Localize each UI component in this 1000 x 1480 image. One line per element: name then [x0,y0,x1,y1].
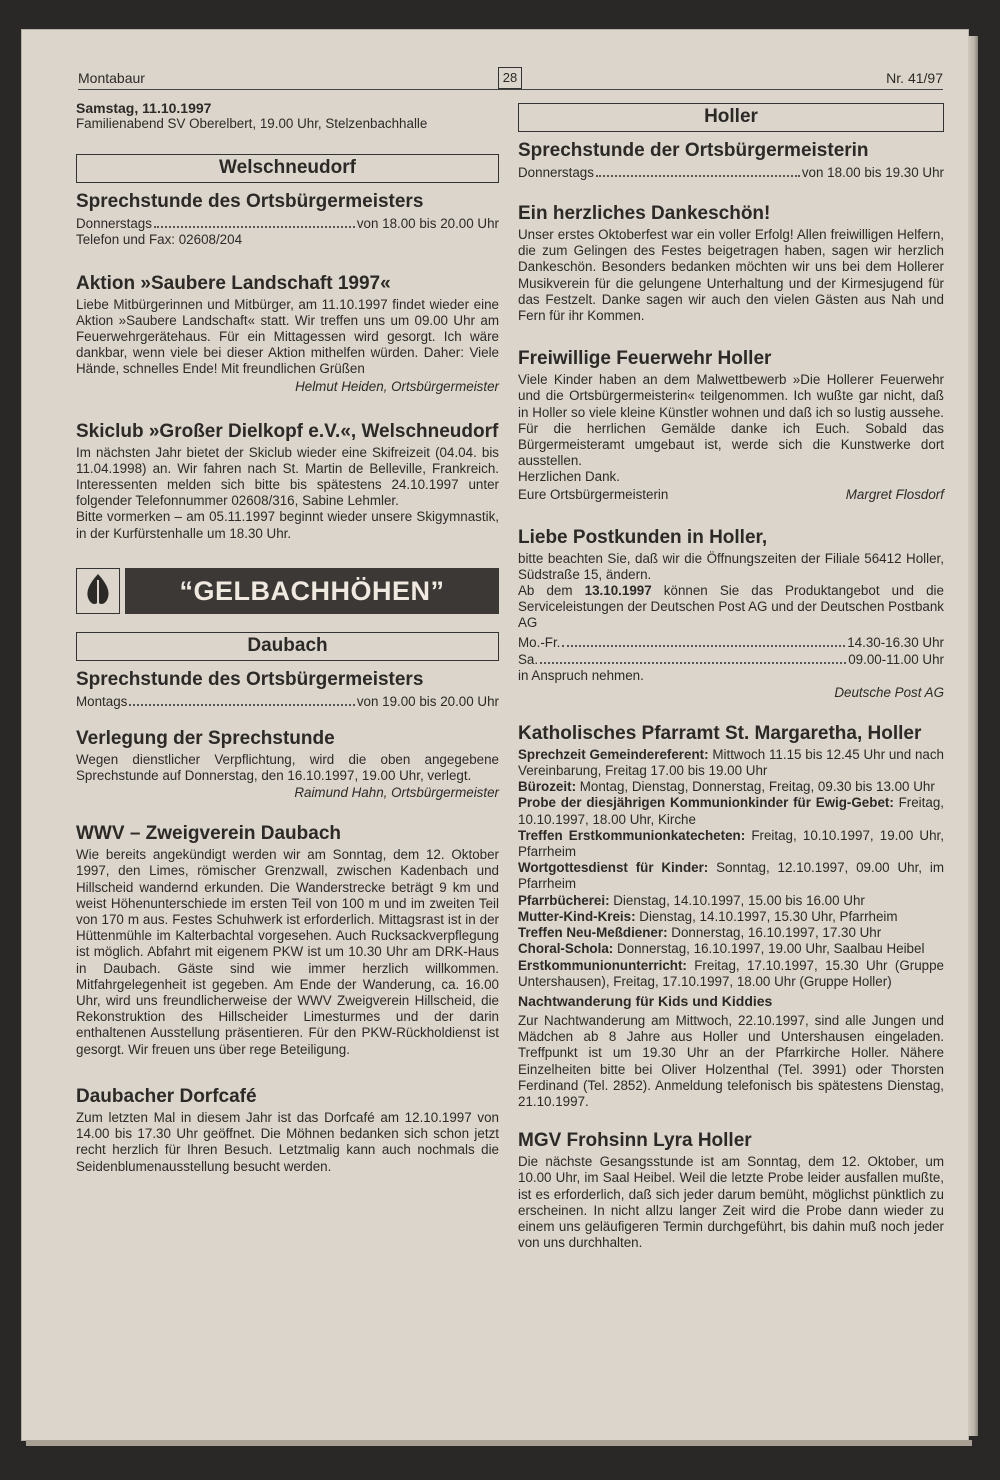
hours: 14.30-16.30 Uhr [847,634,944,650]
article-aktion [76,273,499,395]
article-body: Wie bereits angekündigt werden wir am Sonntag, dem 12. Oktober 1997, den Limes, römischer Grenzwall, zwischen Kadenbach und Hillscheid wandernd erkunden. Die Wanderstrecke beträgt 9 km und weist Höhenunterschiede im ersten Teil von 100 m und im zweiten Teil von 170 m aus. Festes Schuhwerk ist erforderlich. Mittagsrast ist in der Hüttenmühle im Kalterbachtal vorgesehen. Auch Rucksackverpflegung ist möglich. Abfahrt mit eigenem PKW ist um 10.30 Uhr am DRK-Haus in Daubach. Gäste sind wie immer herzlich willkommen. Mitfahrgelegenheit ist gegeben. Am Ende der Wanderung, ca. 16.00 Uhr, wird uns freundlicherweise der WWV Zweigverein Hillscheid, die Rekonstruktion des Hillscheider Limesturmes und der darin enthaltenen Ausstellung präsentieren. Für den PKW-Rückholdienst ist gesorgt. Wir freuen uns über rege Beteiligung. [76,847,499,1057]
article-dorfcafe [76,1086,499,1175]
event-notice [76,100,499,132]
banner-title: “GELBACHHÖHEN” [125,568,499,614]
office-time: von 18.00 bis 19.30 Uhr [801,165,944,180]
schedule-list [518,747,944,990]
day-label: Mo.-Fr. [518,634,561,650]
schedule-key: Erstkommunionunterricht: [518,957,687,973]
schedule-item [518,779,944,795]
article-title: Sprechstunde der Ortsbürgermeisterin [518,140,869,161]
section-header-daubach: Daubach [76,632,499,661]
article-title: Aktion »Saubere Landschaft 1997« [76,272,391,294]
schedule-item [518,893,944,909]
article-title: Freiwillige Feuerwehr Holler [518,348,772,370]
article-sprechstunde-holler [518,140,944,181]
leader-dots [540,651,846,664]
post-date: 13.10.1997 [584,583,652,599]
leader-dots [154,215,355,228]
article-feuerwehr [518,348,944,502]
schedule-value: Sonntag, 12.10.1997, 09.00 Uhr, im Pfarrheim [518,860,944,892]
schedule-value: Freitag, 10.10.1997, 19.00 Uhr, Pfarrheim [518,827,944,860]
office-hours-row [76,693,499,710]
article-body: Im nächsten Jahr bietet der Skiclub wieder eine Skifreizeit (04.04. bis 11.04.1998) an. Wir fahren nach St. Martin de Belleville, Frankreich. Interessenten melden sich bitte bis spätestens 24.10.1997 unter folgender Telefonnummer 02608/316, Sabine Lehmler. [76,444,499,509]
signature: Deutsche Post AG [834,684,944,700]
schedule-item [518,828,944,860]
event-date: Samstag, 11.10.1997 [76,100,212,116]
office-hours-row [76,215,499,232]
article-verlegung [76,728,499,801]
schedule-key: Pfarrbücherei: [518,892,610,908]
schedule-value: Freitag, 17.10.1997, 15.30 Uhr (Gruppe Untershausen), Freitag, 17.10.1997, 18.00 Uhr (Gruppe Holler) [518,957,944,989]
office-day: Donnerstags [518,165,594,180]
schedule-item [518,958,944,990]
schedule-key: Mutter-Kind-Kreis: [518,908,636,924]
phone-fax: Telefon und Fax: 02608/204 [76,232,243,248]
schedule-key: Sprechzeit Gemeindereferent: [518,746,709,762]
schedule-item [518,795,944,827]
section-header-holler: Holler [518,103,944,132]
schedule-key: Probe der diesjährigen Kommunionkinder für Ewig-Gebet: [518,795,894,811]
event-text: Familienabend SV Oberelbert, 19.00 Uhr, Stelzenbachhalle [76,116,428,132]
article-title: Skiclub »Großer Dielkopf e.V.«, Welschneudorf [76,420,499,442]
schedule-key: Bürozeit: [518,779,577,795]
section-header-welschneudorf: Welschneudorf [76,154,499,183]
article-body-2 [518,583,944,632]
post-text: können Sie das Produktangebot und die Serviceleistungen der Deutschen Post AG und der Deutschen Postbank AG [518,583,944,631]
office-time: von 18.00 bis 20.00 Uhr [356,216,499,232]
article-title: Sprechstunde des Ortsbürgermeisters [76,668,424,690]
schedule-value: Donnerstag, 16.10.1997, 19.00 Uhr, Saalbau Heibel [613,941,925,957]
page-number: 28 [498,67,522,89]
closing: Herzlichen Dank. [518,469,620,485]
hours-row-mofr [518,634,944,651]
article-body: bitte beachten Sie, daß wir die Öffnungszeiten der Filiale 56412 Holler, Südstraße 15, ändern. [518,550,944,582]
article-title: MGV Frohsinn Lyra Holler [518,1130,752,1152]
schedule-value: Mittwoch 11.15 bis 12.45 Uhr und nach Vereinbarung, Freitag 17.00 bis 19.00 Uhr [518,746,944,779]
office-day: Montags [76,693,128,709]
article-pfarramt [518,723,944,1110]
article-title: Katholisches Pfarramt St. Margaretha, Holler [518,722,922,744]
schedule-value: Freitag, 10.10.1997, 18.00 Uhr, Kirche [518,795,944,827]
left-column [76,100,499,1195]
header-rule [78,89,943,90]
schedule-value: Donnerstag, 16.10.1997, 17.30 Uhr [667,925,882,941]
article-mgv [518,1130,944,1251]
schedule-item [518,909,944,925]
article-body-2: Bitte vormerken – am 05.11.1997 beginnt wieder unsere Skigymnastik, in der Kurfürstenhalle um 18.30 Uhr. [76,509,499,541]
article-body: Liebe Mitbürgerinnen und Mitbürger, am 11.10.1997 findet wieder eine Aktion »Saubere Landschaft« statt. Wir treffen uns um 09.00 Uhr am Feuerwehrgerätehaus. Für ein Mittagessen wird gesorgt. Ich wäre dankbar, wenn viele bei dieser Aktion mithelfen würden. Daher: Viele Hände, schnelles Ende! Mit freundlichen Grüßen [76,296,499,377]
signature-row [518,486,944,503]
schedule-key: Choral-Schola: [518,941,614,957]
subheading: Nachtwanderung für Kids und Kiddies [518,992,773,1009]
office-day: Donnerstags [76,216,152,232]
leaf-logo-icon [76,568,120,614]
schedule-item [518,925,944,941]
article-postkunden [518,527,944,701]
page-edge [968,36,978,1436]
article-title: Sprechstunde des Ortsbürgermeisters [76,191,424,213]
hours: 09.00-11.00 Uhr [848,651,944,667]
schedule-key: Wortgottesdienst für Kinder: [518,860,709,876]
article-title: Liebe Postkunden in Holler, [518,526,768,548]
article-body: Viele Kinder haben an dem Malwettbewerb »Die Hollerer Feuerwehr und die Ortsbürgermeisterin« teilgenommen. Ich wußte gar nicht, daß in Holler so viele kleine Künstler wohnen und daß ich so lustig aussehe. Für die herrlichen Gemälde danke ich Euch. Sobald das Bürgermeisteramt umgebaut ist, werde sich die Kunstwerke dort ausstellen. [518,372,944,469]
article-title: Verlegung der Sprechstunde [76,727,335,749]
schedule-item [518,941,944,957]
schedule-key: Treffen Erstkommunionkatecheten: [518,827,746,843]
schedule-value: Montag, Dienstag, Donnerstag, Freitag, 09.30 bis 13.00 Uhr [576,779,935,795]
hours-row-sa [518,651,944,668]
schedule-value: Dienstag, 14.10.1997, 15.00 bis 16.00 Uhr [609,892,865,908]
article-body: Zum letzten Mal in diesem Jahr ist das Dorfcafé am 12.10.1997 von 14.00 bis 17.30 Uhr geöffnet. Die Möhnen bedanken sich schon jetzt recht herzlich für Ihren Besuch. Letztmalig kann auch nochmals die Seidenblumenausstellung besucht werden. [76,1109,499,1174]
leader-dots [562,634,845,647]
schedule-item [518,747,944,779]
article-body: Wegen dienstlicher Verpflichtung, wird die oben angegebene Sprechstunde auf Donnerstag, den 16.10.1997, 19.00 Uhr, verlegt. [76,751,499,784]
post-ab: Ab dem [518,583,573,599]
article-body: Zur Nachtwanderung am Mittwoch, 22.10.1997, sind alle Jungen und Mädchen ab 8 Jahre aus Holler und Untershausen eingeladen. Treffpunkt ist um 19.30 Uhr an der Pfarrkirche Holler. Nähere Einzelheiten bitte bei Oliver Holzenthal (Tel. 3991) oder Thorsten Ferdinand (Tel. 2852). Anmeldung telefonisch bis spätestens Dienstag, 21.10.1997. [518,1012,944,1109]
schedule-item [518,860,944,892]
office-time: von 19.00 bis 20.00 Uhr [356,693,499,709]
article-sprechstunde-daubach [76,669,499,710]
article-dankeschoen [518,203,944,324]
office-hours-row [518,164,944,181]
page-header [78,70,943,92]
article-body: Unser erstes Oktoberfest war ein voller Erfolg! Allen freiwilligen Helfern, die zum Gelingen des Festes beigetragen haben, sagen wir herzlich Dankeschön. Besonders bedanken möchten wir uns bei dem Hollerer Musikverein für die gelungene Unterhaltung und der Kirmesjugend für das Festzelt. Danke sagen wir auch den vielen Gästen aus Nah und Fern für ihr Kommen. [518,227,944,324]
schedule-key: Treffen Neu-Meßdiener: [518,925,668,941]
schedule-value: Dienstag, 14.10.1997, 15.30 Uhr, Pfarrheim [635,908,898,924]
header-town: Montabaur [78,70,145,86]
leader-dots [129,693,354,706]
article-wwv [76,823,499,1058]
article-body: Die nächste Gesangsstunde ist am Sonntag, dem 12. Oktober, um 10.00 Uhr, im Saal Heibel. Weil die letzte Probe leider ausfallen mußte, ist es erforderlich, daß sich jeder darum bemüht, möglichst pünktlich zu erscheinen. In nicht allzu langer Zeit wird die Probe dann wieder zu einem uns geläufigeren Termin durchgeführt, bis dahin muß noch jeder von uns durchhalten. [518,1154,944,1251]
article-title: WWV – Zweigverein Daubach [76,823,341,845]
article-sprechstunde-welschneudorf [76,191,499,248]
day-label: Sa. [518,651,539,667]
article-title: Daubacher Dorfcafé [76,1085,257,1107]
signature: Raimund Hahn, Ortsbürgermeister [294,785,499,801]
leader-dots [596,164,800,177]
right-column [518,103,944,1271]
article-title: Ein herzliches Dankeschön! [518,203,771,224]
signature: Helmut Heiden, Ortsbürgermeister [295,378,499,394]
page-edge-bottom [26,1440,972,1446]
article-skiclub [76,421,499,542]
signature: Margret Flosdorf [845,486,944,502]
article-body-3: in Anspruch nehmen. [518,667,644,683]
gelbachhoehen-banner [76,568,499,614]
sender: Eure Ortsbürgermeisterin [518,486,669,502]
issue-number: Nr. 41/97 [886,70,943,86]
